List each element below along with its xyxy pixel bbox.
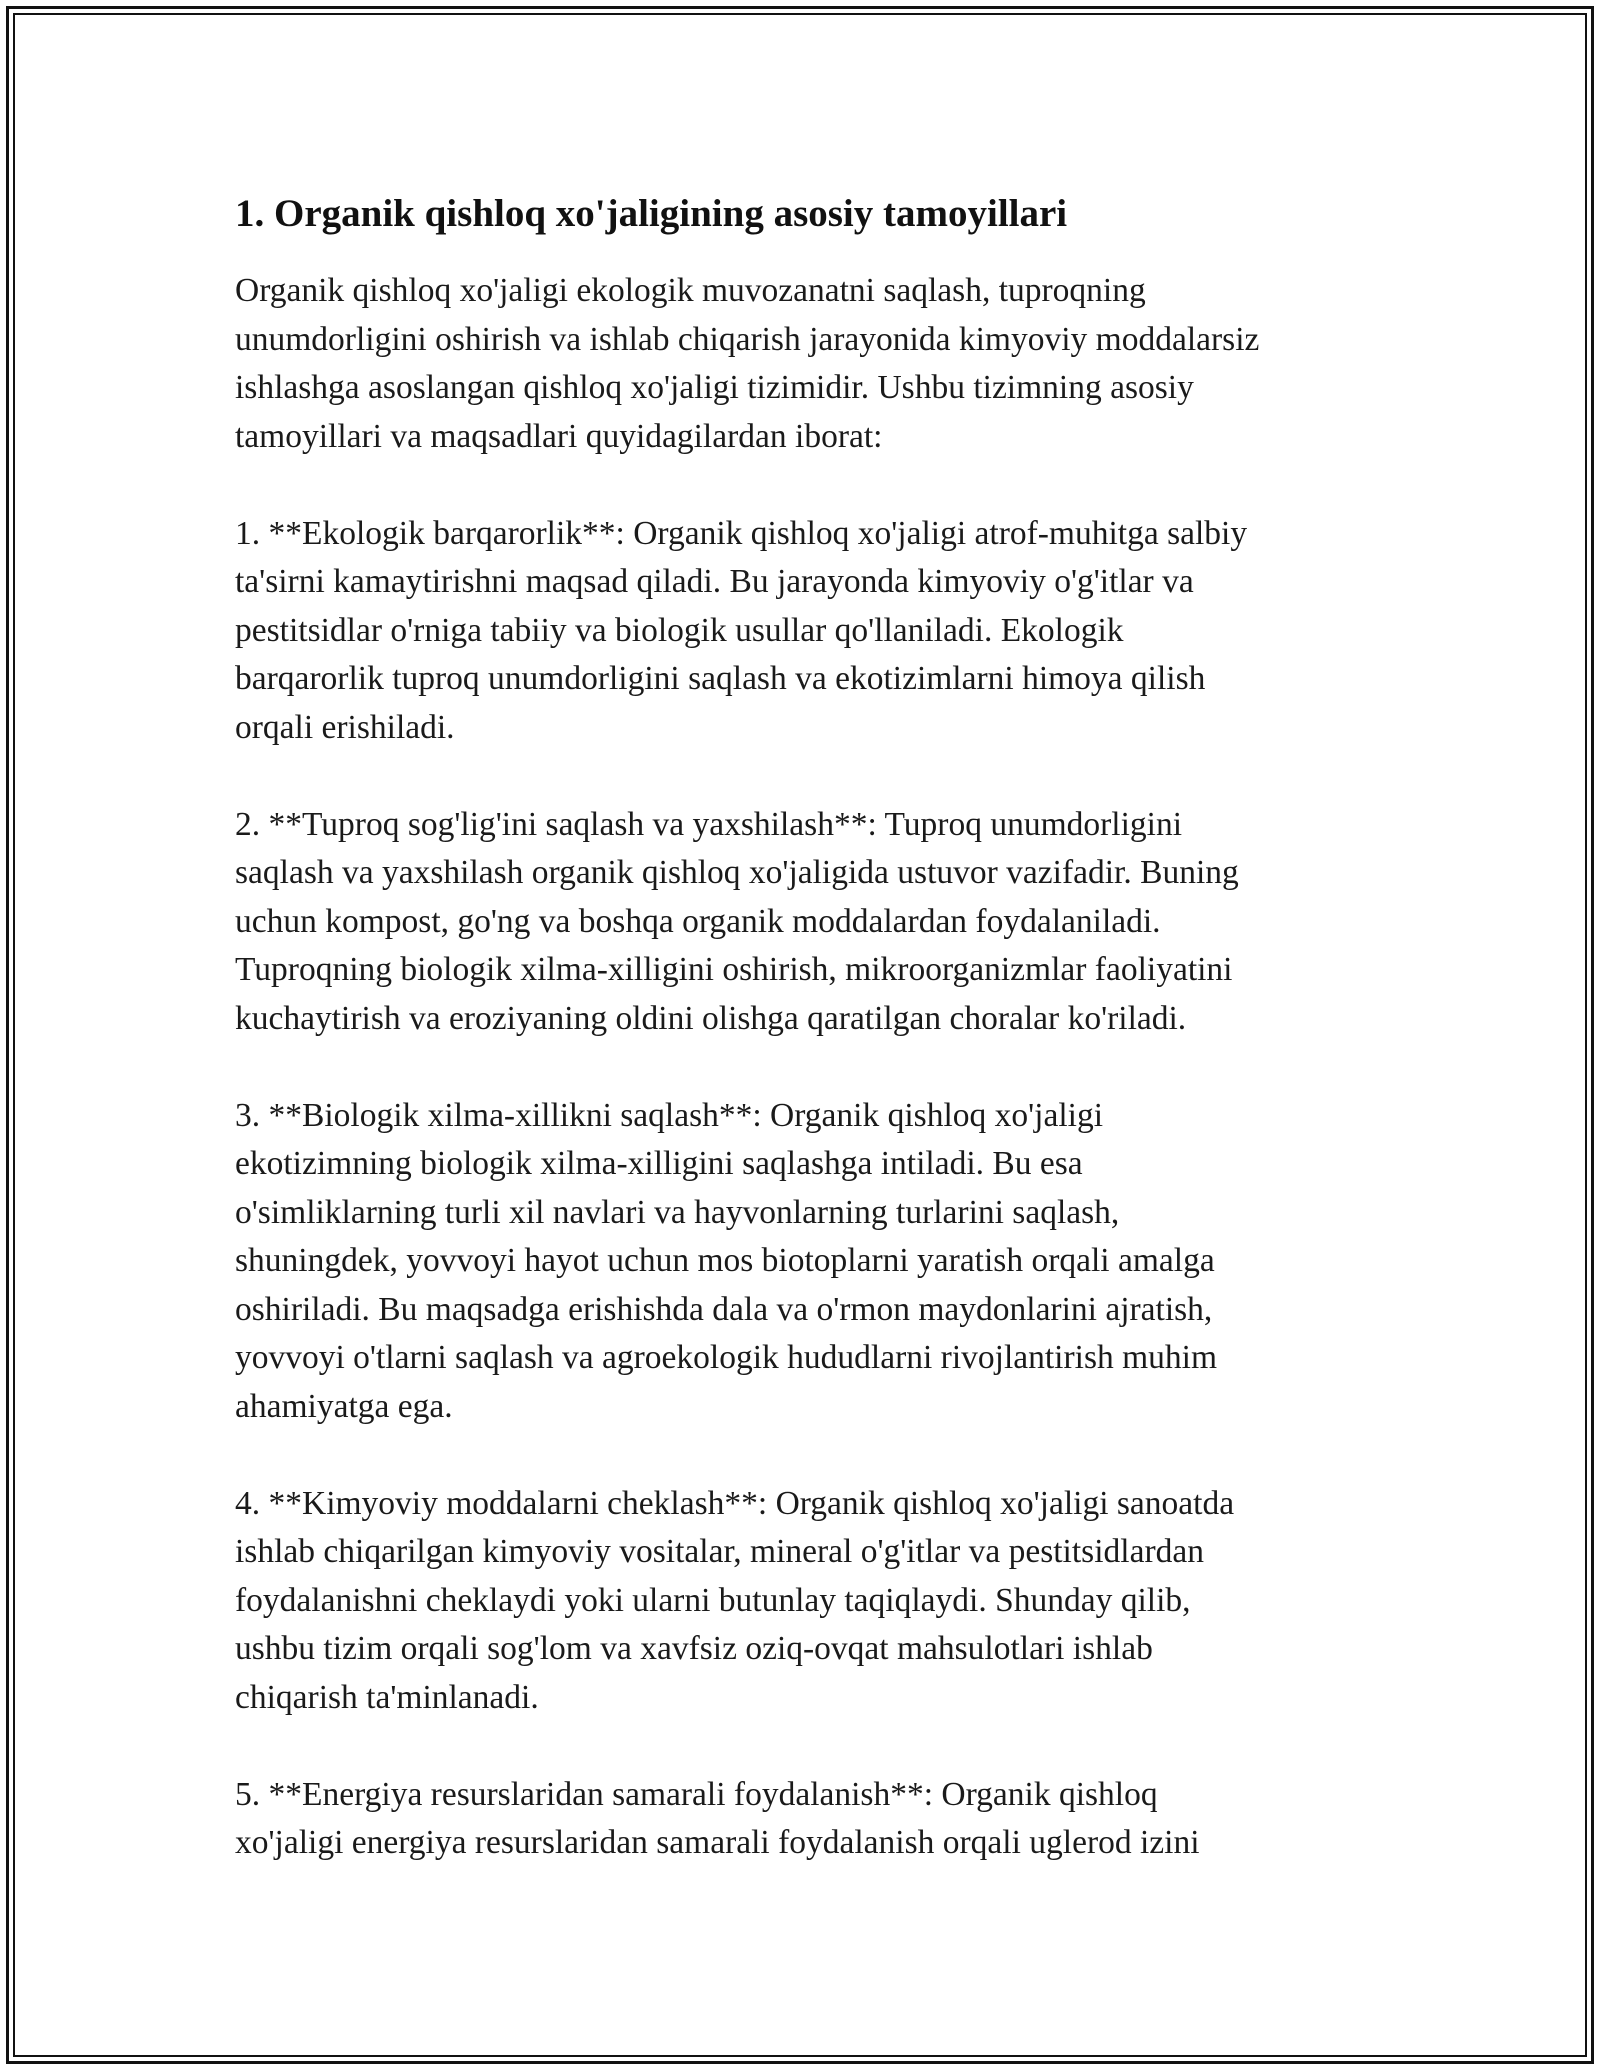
text-line: barqarorlik tuproq unumdorligini saqlash va ekotizimlarni himoya qilish — [235, 660, 1206, 697]
document-body — [235, 190, 1385, 1916]
paragraph-item-4 — [235, 1480, 1385, 1723]
text-line: ta'sirni kamaytirishni maqsad qiladi. Bu jarayonda kimyoviy o'g'itlar va — [235, 563, 1194, 600]
text-line: Tuproqning biologik xilma-xilligini oshirish, mikroorganizmlar faoliyatini — [235, 951, 1233, 988]
text-line: 5. **Energiya resurslaridan samarali foydalanish**: Organik qishloq — [235, 1775, 1158, 1813]
text-line: chiqarish ta'minlanadi. — [235, 1678, 539, 1716]
text-line: ushbu tizim orqali sog'lom va xavfsiz oziq-ovqat mahsulotlari ishlab — [235, 1630, 1153, 1667]
text-line: uchun kompost, go'ng va boshqa organik moddalardan foydalaniladi. — [235, 902, 1161, 940]
text-line: ishlab chiqarilgan kimyoviy vositalar, mineral o'g'itlar va pestitsidlardan — [235, 1533, 1204, 1570]
paragraph-item-5 — [235, 1771, 1385, 1868]
paragraph-item-1 — [235, 510, 1385, 753]
text-line: Organik qishloq xo'jaligi ekologik muvozanatni saqlash, tuproqning — [235, 272, 1146, 309]
text-line: xo'jaligi energiya resurslaridan samarali foydalanish orqali uglerod izini — [235, 1824, 1200, 1861]
text-line: 4. **Kimyoviy moddalarni cheklash**: Organik qishloq xo'jaligi sanoatda — [235, 1484, 1235, 1522]
text-line: ahamiyatga ega. — [235, 1387, 453, 1425]
section-title: 1. Organik qishloq xo'jaligining asosiy tamoyillari — [235, 192, 1068, 235]
paragraph-intro — [235, 267, 1385, 461]
text-line: foydalanishni cheklaydi yoki ularni butunlay taqiqlaydi. Shunday qilib, — [235, 1581, 1191, 1619]
text-line: 1. **Ekologik barqarorlik**: Organik qishloq xo'jaligi atrof-muhitga salbiy — [235, 514, 1248, 552]
text-line: saqlash va yaxshilash organik qishloq xo'jaligida ustuvor vazifadir. Buning — [235, 854, 1239, 891]
text-line: 2. **Tuproq sog'lig'ini saqlash va yaxshilash**: Tuproq unumdorligini — [235, 805, 1183, 843]
text-line: kuchaytirish va eroziyaning oldini olishga qaratilgan choralar ko'riladi. — [235, 999, 1187, 1037]
text-line: oshiriladi. Bu maqsadga erishishda dala va o'rmon maydonlarini ajratish, — [235, 1290, 1213, 1328]
text-line: ishlashga asoslangan qishloq xo'jaligi tizimidir. Ushbu tizimning asosiy — [235, 369, 1194, 406]
text-line: tamoyillari va maqsadlari quyidagilardan iborat: — [235, 417, 883, 455]
text-line: ekotizimning biologik xilma-xilligini saqlashga intiladi. Bu esa — [235, 1145, 1083, 1182]
paragraph-item-2 — [235, 801, 1385, 1044]
text-line: orqali erishiladi. — [235, 708, 455, 746]
text-line: unumdorligini oshirish va ishlab chiqarish jarayonida kimyoviy moddalarsiz — [235, 320, 1260, 358]
text-line: pestitsidlar o'rniga tabiiy va biologik usullar qo'llaniladi. Ekologik — [235, 611, 1124, 649]
text-line: yovvoyi o'tlarni saqlash va agroekologik hududlarni rivojlantirish muhim — [235, 1339, 1218, 1376]
text-line: 3. **Biologik xilma-xillikni saqlash**: Organik qishloq xo'jaligi — [235, 1096, 1104, 1134]
paragraph-item-3 — [235, 1092, 1385, 1432]
text-line: o'simliklarning turli xil navlari va hayvonlarning turlarini saqlash, — [235, 1193, 1120, 1231]
text-line: shuningdek, yovvoyi hayot uchun mos biotoplarni yaratish orqali amalga — [235, 1242, 1215, 1279]
